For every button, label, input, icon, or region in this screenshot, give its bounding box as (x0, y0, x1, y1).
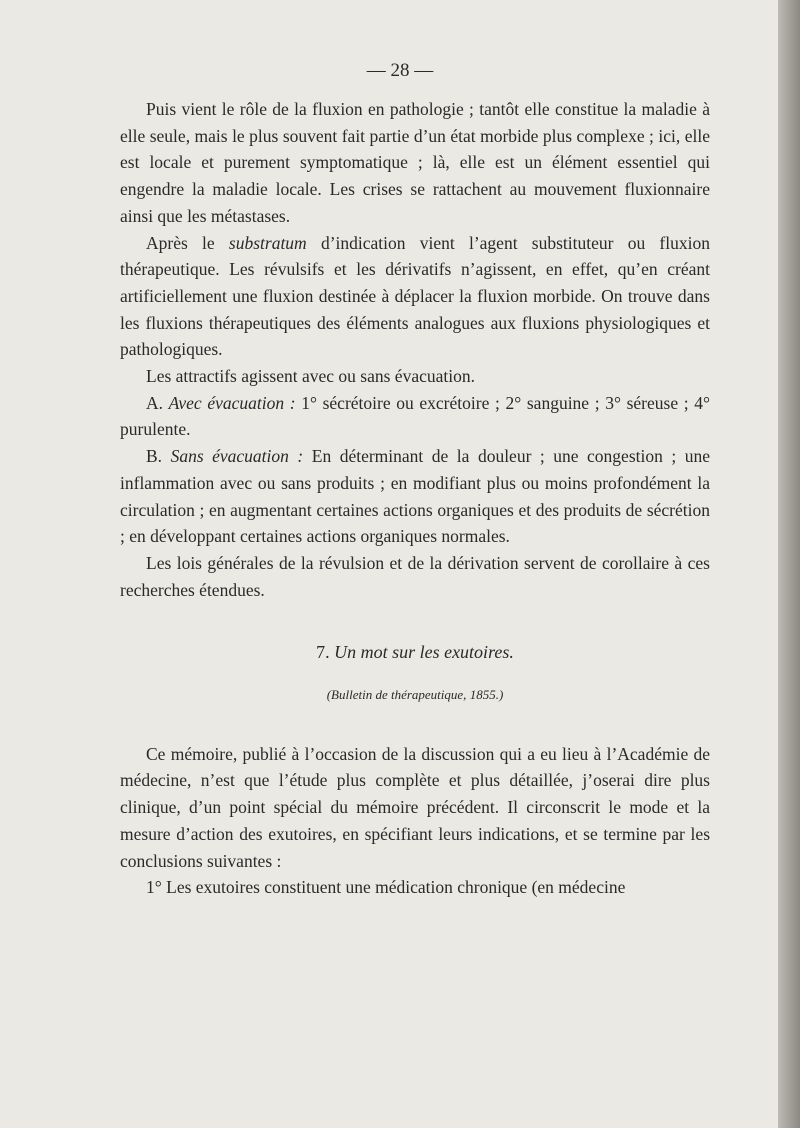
paragraph-attractifs: Les attractifs agissent avec ou sans évacuation. (146, 366, 475, 387)
paragraph-sans-evacuation (120, 443, 710, 550)
page-number: — 28 — (366, 60, 434, 81)
item-label-b: B. (146, 446, 171, 467)
source-journal: (Bulletin de thérapeutique, (326, 687, 467, 703)
sans-evacuation-text: En déterminant de la douleur ; une congestion ; une inflammation avec ou sans produits ; en modifiant plus ou moins profondément la circulation ; en augmentant certaines actions organiques et des produits de sécrétion ; en développant certaines actions organiques normales. (120, 446, 710, 547)
item-label-a: A. (146, 392, 169, 413)
paragraph-lois-generales: Les lois générales de la révulsion et de la dérivation servent de corollaire à ces recherches étendues. (120, 552, 710, 600)
section-number: 7. (316, 642, 330, 663)
paragraph-substratum (120, 230, 710, 364)
page-edge (778, 0, 800, 1128)
paragraph-substratum-start: Après le (146, 232, 229, 253)
source-year: 1855.) (469, 687, 504, 703)
paragraph-conclusion-1: 1° Les exutoires constituent une médication chronique (en médecine (146, 877, 626, 898)
paragraph-memoire: Ce mémoire, publié à l’occasion de la discussion qui a eu lieu à l’Académie de médecine, n’est que l’étude plus complète et plus détaillée, j’oserai dire plus clinique, d’un point spécial du mémoire précédent. Il circonscrit le mode et la mesure d’action des exutoires, en spécifiant leurs indications, et se termine par les conclusions suivantes : (120, 743, 710, 871)
page-body (120, 96, 710, 901)
paragraph-avec-evacuation (120, 390, 710, 443)
section-title (120, 639, 710, 666)
term-sans-evacuation: Sans évacuation : (170, 446, 304, 467)
term-avec-evacuation: Avec évacuation : (168, 392, 296, 413)
avec-evacuation-text: 1° sécrétoire ou excrétoire ; 2° sanguine ; 3° séreuse ; 4° purulente. (120, 392, 710, 440)
paragraph-substratum-rest: d’indication vient l’agent substituteur ou fluxion thérapeutique. Les révulsifs et les dérivatifs n’agissent, en effet, qu’en créant artificiellement une fluxion destinée à déplacer la fluxion morbide. On trouve dans les fluxions thérapeutiques des éléments analogues aux fluxions physiologiques et pathologiques. (120, 232, 710, 360)
section-source (120, 682, 710, 709)
term-substratum: substratum (228, 232, 307, 253)
paragraph-fluxion-pathologie: Puis vient le rôle de la fluxion en pathologie ; tantôt elle constitue la maladie à elle seule, mais le plus souvent fait partie d’un état morbide plus complexe ; ici, elle est locale et purement symptomatique ; là, elle est un élément essentiel qui engendre la maladie locale. Les crises se rattachent au mouvement fluxionnaire ainsi que les métastases. (120, 99, 710, 226)
section-title-text: Un mot sur les exutoires. (334, 642, 514, 663)
